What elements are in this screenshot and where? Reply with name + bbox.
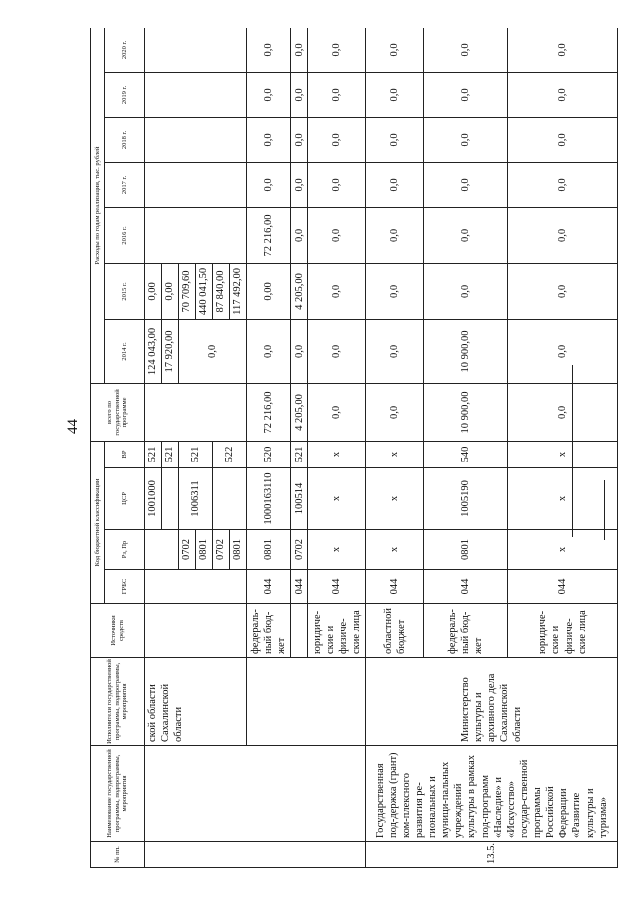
y2015-cell: 117 492,00 <box>229 263 246 319</box>
header-year-2016: 2016 г. <box>105 207 145 263</box>
y2015-cell: 87 840,00 <box>212 263 229 319</box>
vr-cell: x <box>508 441 618 467</box>
header-rzpr: Рз, Пр <box>105 530 145 570</box>
item-name: Государственная под-держка (грант) ком-плексного развития ре-гиональных и муници-пальных учреждений культуры в рамках под-программ «Наследие» и «Искусство» государ-ственной программы Российской Федерации «Развитие культуры и туризма» <box>366 746 618 842</box>
item-executor: Министерство культуры и архивного дела Сахалинской области <box>366 658 618 746</box>
csr-cell: x <box>508 468 618 530</box>
y2017-cell: 0,0 <box>424 162 508 207</box>
header-year-2020: 2020 г. <box>105 28 145 72</box>
y2019-cell: 0,0 <box>366 72 424 117</box>
table-row <box>366 28 424 868</box>
rzpr-cell <box>145 530 179 570</box>
executor-cell <box>246 658 366 746</box>
vr-cell: 521 <box>291 441 308 467</box>
source-cell: областной бюджет <box>366 604 424 658</box>
total-cell <box>145 383 247 441</box>
y2016-cell: 0,0 <box>291 207 308 263</box>
header-year-2019: 2019 г. <box>105 72 145 117</box>
source-cell: юридиче-ские и физиче-ские лица <box>308 604 366 658</box>
rzpr-cell: x <box>308 530 366 570</box>
csr-cell: 1005190 <box>424 468 508 530</box>
header-row-1 <box>91 28 105 868</box>
y2018-cell <box>145 117 247 162</box>
y2020-cell: 0,0 <box>424 28 508 72</box>
page-number: 44 <box>65 419 81 434</box>
grbs-cell: 044 <box>366 570 424 604</box>
budget-table <box>90 28 618 868</box>
total-cell: 0,0 <box>308 383 366 441</box>
total-cell: 4 205,00 <box>291 383 308 441</box>
grbs-cell <box>145 570 247 604</box>
header-year-2017: 2017 г. <box>105 162 145 207</box>
y2019-cell: 0,0 <box>424 72 508 117</box>
y2018-cell: 0,0 <box>508 117 618 162</box>
rotated-table-container <box>90 28 618 868</box>
csr-cell: x <box>308 468 366 530</box>
num-cell <box>145 842 366 868</box>
y2015-cell: 0,0 <box>366 263 424 319</box>
y2020-cell <box>145 28 247 72</box>
y2018-cell: 0,0 <box>366 117 424 162</box>
grbs-cell: 044 <box>291 570 308 604</box>
y2019-cell: 0,0 <box>508 72 618 117</box>
rzpr-cell: 0702 <box>291 530 308 570</box>
y2014-cell: 124 043,00 <box>145 319 162 383</box>
vr-cell: 521 <box>161 441 178 467</box>
y2014-cell: 0,0 <box>291 319 308 383</box>
grbs-cell: 044 <box>246 570 291 604</box>
total-cell: 72 216,00 <box>246 383 291 441</box>
rzpr-cell: 0801 <box>195 530 212 570</box>
header-csr: ЦСР <box>105 468 145 530</box>
csr-cell <box>212 468 246 530</box>
vr-cell: 521 <box>178 441 212 467</box>
y2018-cell: 0,0 <box>291 117 308 162</box>
vr-cell: 521 <box>145 441 162 467</box>
rzpr-cell: 0801 <box>246 530 291 570</box>
grbs-cell: 044 <box>308 570 366 604</box>
header-name: Наименование государственной программы, подпрограммы, мероприятия <box>91 746 145 842</box>
y2019-cell <box>145 72 247 117</box>
y2019-cell: 0,0 <box>291 72 308 117</box>
table-row <box>145 28 162 868</box>
y2015-cell: 4 205,00 <box>291 263 308 319</box>
rzpr-cell: 0702 <box>178 530 195 570</box>
vr-cell: 522 <box>212 441 246 467</box>
grbs-cell: 044 <box>508 570 618 604</box>
y2014-cell: 10 900,00 <box>424 319 508 383</box>
header-total: всего по государственной программе <box>91 383 145 441</box>
y2019-cell: 0,0 <box>308 72 366 117</box>
source-cell: федераль-ный бюд-жет <box>246 604 291 658</box>
y2014-cell: 0,0 <box>178 319 246 383</box>
y2020-cell: 0,0 <box>508 28 618 72</box>
y2017-cell: 0,0 <box>366 162 424 207</box>
source-cell: федераль-ный бюд-жет <box>424 604 508 658</box>
header-vr: ВР <box>105 441 145 467</box>
executor-cell: ской области Сахалинской области <box>145 658 247 746</box>
source-cell <box>145 604 247 658</box>
y2017-cell: 0,0 <box>508 162 618 207</box>
header-num: № пп. <box>91 842 145 868</box>
rzpr-cell: 0801 <box>229 530 246 570</box>
y2017-cell: 0,0 <box>308 162 366 207</box>
table-row <box>246 28 291 868</box>
y2014-cell: 17 920,00 <box>161 319 178 383</box>
y2019-cell: 0,0 <box>246 72 291 117</box>
header-year-2014: 2014 г. <box>105 319 145 383</box>
item-number: 13.5. <box>366 842 618 868</box>
total-cell: 0,0 <box>366 383 424 441</box>
rzpr-cell: x <box>366 530 424 570</box>
y2015-cell: 0,00 <box>161 263 178 319</box>
rzpr-cell: 0801 <box>424 530 508 570</box>
csr-cell: 1000163110 <box>246 468 291 530</box>
grbs-cell: 044 <box>424 570 508 604</box>
source-cell <box>291 604 308 658</box>
y2014-cell: 0,0 <box>246 319 291 383</box>
y2016-cell: 0,0 <box>424 207 508 263</box>
total-cell: 0,0 <box>508 383 618 441</box>
y2015-cell: 440 041,50 <box>195 263 212 319</box>
rotated-table <box>90 28 618 868</box>
rzpr-cell: x <box>508 530 618 570</box>
y2018-cell: 0,0 <box>246 117 291 162</box>
y2016-cell: 72 216,00 <box>246 207 291 263</box>
total-cell: 10 900,00 <box>424 383 508 441</box>
y2020-cell: 0,0 <box>246 28 291 72</box>
y2015-cell: 0,0 <box>424 263 508 319</box>
source-cell: юридиче-ские и физиче-ские лица <box>508 604 618 658</box>
csr-cell: x <box>366 468 424 530</box>
y2015-cell: 0,00 <box>246 263 291 319</box>
y2016-cell: 0,0 <box>366 207 424 263</box>
y2015-cell: 70 709,60 <box>178 263 195 319</box>
y2017-cell: 0,0 <box>246 162 291 207</box>
csr-cell <box>161 468 178 530</box>
y2014-cell: 0,0 <box>308 319 366 383</box>
y2014-cell: 0,0 <box>508 319 618 383</box>
rzpr-cell: 0702 <box>212 530 229 570</box>
y2016-cell <box>145 207 247 263</box>
header-spend-group: Расходы по годам реализации, тыс. рублей <box>91 28 105 383</box>
csr-cell: 100514 <box>291 468 308 530</box>
y2014-cell: 0,0 <box>366 319 424 383</box>
y2015-cell: 0,0 <box>308 263 366 319</box>
header-year-2018: 2018 г. <box>105 117 145 162</box>
y2016-cell: 0,0 <box>308 207 366 263</box>
vr-cell: x <box>308 441 366 467</box>
header-grbs: ГРБС <box>105 570 145 604</box>
header-budget-group: Код бюджетной классификации <box>91 441 105 603</box>
vr-cell: x <box>366 441 424 467</box>
y2018-cell: 0,0 <box>424 117 508 162</box>
y2015-cell: 0,00 <box>145 263 162 319</box>
y2020-cell: 0,0 <box>291 28 308 72</box>
header-source: Источники средств <box>91 604 145 658</box>
name-cell <box>145 746 366 842</box>
y2015-cell: 0,0 <box>508 263 618 319</box>
y2017-cell <box>145 162 247 207</box>
header-year-2015: 2015 г. <box>105 263 145 319</box>
y2016-cell: 0,0 <box>508 207 618 263</box>
y2020-cell: 0,0 <box>308 28 366 72</box>
y2018-cell: 0,0 <box>308 117 366 162</box>
csr-cell: 1006311 <box>178 468 212 530</box>
csr-cell: 1001000 <box>145 468 162 530</box>
y2017-cell: 0,0 <box>291 162 308 207</box>
vr-cell: 520 <box>246 441 291 467</box>
y2020-cell: 0,0 <box>366 28 424 72</box>
header-executors: Исполнители государственной программы, подпрограммы, мероприятия <box>91 658 145 746</box>
vr-cell: 540 <box>424 441 508 467</box>
